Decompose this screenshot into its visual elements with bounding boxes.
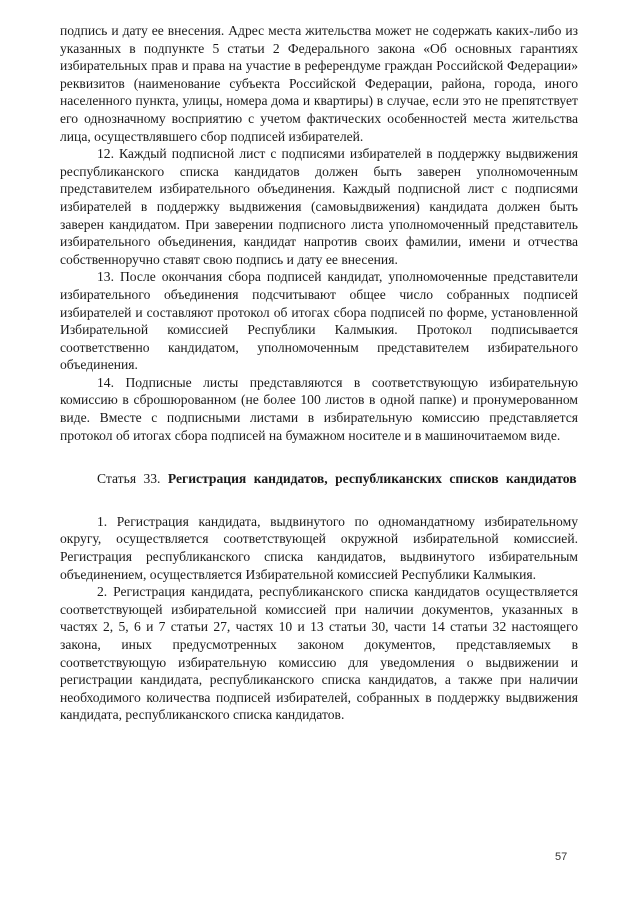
article-heading [60, 470, 578, 488]
paragraph-14: 14. Подписные листы представляются в соответствующую избирательную комиссию в сброшюрованном (не более 100 листов в одной папке) и пронумерованном виде. Вместе с подписными листами в избирательную комиссию представляется протокол об итогах сбора подписей на бумажном носителе и в машиночитаемом виде. [60, 374, 578, 443]
article-title: Регистрация кандидатов, республиканских списков кандидатов [167, 471, 577, 487]
article-33-part-1: 1. Регистрация кандидата, выдвинутого по одномандатному избирательному округу, осуществляется соответствующей окружной избирательной комиссией. Регистрация республиканского списка кандидатов, выдвинутого избирательным объединением, осуществляется Избирательной комиссией Республики Калмыкия. [60, 513, 578, 582]
page-number: 57 [555, 851, 568, 863]
document-body [60, 22, 578, 724]
paragraph-13: 13. После окончания сбора подписей кандидат, уполномоченные представители избирательного объединения подсчитывают общее число собранных подписей избирателей и составляют протокол об итогах сбора подписей по форме, установленной Избирательной комиссией Республики Калмыкия. Протокол подписывается соответственно кандидатом, уполномоченным представителем избирательного объединения. [60, 269, 578, 373]
article-number: Статья 33. [97, 471, 161, 487]
article-33-part-2: 2. Регистрация кандидата, республиканского списка кандидатов осуществляется соответствующей избирательной комиссией при наличии документов, указанных в частях 2, 5, 6 и 7 статьи 27, частях 10 и 13 статьи 30, части 14 статьи 32 настоящего закона, иных предусмотренных законом документов, представляемых в соответствующую избирательную комиссию для уведомления о выдвижении и регистрации кандидата, республиканского списка кандидатов, а также при наличии необходимого количества подписей избирателей, собранных в поддержку выдвижения кандидата, республиканского списка кандидатов. [60, 584, 578, 723]
paragraph-continuation: подпись и дату ее внесения. Адрес места жительства может не содержать каких-либо из указанных в подпункте 5 статьи 2 Федерального закона «Об основных гарантиях избирательных прав и права на участие в референдуме граждан Российской Федерации» реквизитов (наименование субъекта Российской Федерации, района, города, иного населенного пункта, улицы, номера дома и квартиры) в случае, если это не препятствует его однозначному восприятию с учетом фактических особенностей места жительства лица, осуществлявшего сбор подписей избирателей. [60, 23, 578, 144]
paragraph-12: 12. Каждый подписной лист с подписями избирателей в поддержку выдвижения республиканского списка кандидатов должен быть заверен уполномоченным представителем избирательного объединения. Каждый подписной лист с подписями избирателей в поддержку выдвижения (самовыдвижения) кандидата должен быть заверен кандидатом. При заверении подписного листа уполномоченный представитель избирательного объединения, кандидат напротив своих фамилии, имени и отчества собственноручно ставят свою подпись и дату ее внесения. [60, 146, 578, 267]
